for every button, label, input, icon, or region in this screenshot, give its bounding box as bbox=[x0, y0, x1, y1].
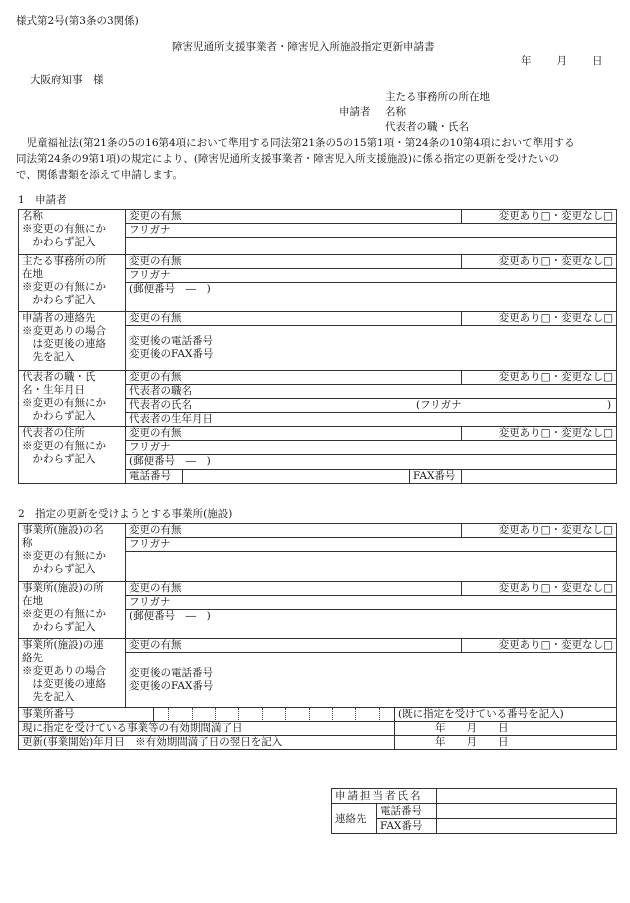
office-number-note: (既に指定を受けている番号を記入) bbox=[395, 708, 617, 722]
rep-title-field[interactable]: 代表者の職名 bbox=[126, 385, 617, 399]
contact-label: 申請者の連絡先 ※変更ありの場合 は変更後の連絡 先を記入 bbox=[19, 312, 126, 371]
date-day: 日 bbox=[592, 55, 603, 67]
section1-heading: 1 申請者 bbox=[18, 194, 67, 206]
office-number-boxes[interactable] bbox=[154, 708, 395, 722]
rep-address-change-options[interactable]: 変更あり□・変更なし□ bbox=[462, 427, 617, 441]
name-field[interactable] bbox=[126, 238, 617, 255]
rep-furigana-close: ) bbox=[607, 399, 612, 411]
rep-address-postal[interactable]: (郵便番号 ― ) bbox=[126, 455, 617, 470]
date-year: 年 bbox=[521, 55, 532, 67]
rep-name-field[interactable]: 代表者の氏名 (フリガナ ) bbox=[126, 399, 617, 413]
facility-location-change-options[interactable]: 変更あり□・変更なし□ bbox=[462, 582, 617, 596]
staff-fax-field[interactable] bbox=[436, 819, 616, 834]
contact-new-numbers[interactable]: 変更後の電話番号 変更後のFAX番号 bbox=[126, 326, 617, 371]
body-text-line-2: 同法第24条の9第1項)の規定により、(障害児通所支援事業者・障害児入所支援施設)に係る指定の更新を受けたいの bbox=[16, 153, 560, 165]
contact-change-label: 変更の有無 bbox=[126, 312, 462, 326]
body-text-line-3: で、関係書類を添えて申請します。 bbox=[16, 169, 183, 181]
renewal-date-field[interactable]: 年 月 日 bbox=[395, 736, 617, 750]
rep-change-label: 変更の有無 bbox=[126, 371, 462, 385]
staff-name-field[interactable] bbox=[436, 789, 616, 804]
rep-change-options[interactable]: 変更あり□・変更なし□ bbox=[462, 371, 617, 385]
staff-table bbox=[331, 788, 617, 834]
name-change-label: 変更の有無 bbox=[126, 210, 462, 224]
applicant-address-label: 主たる事務所の所在地 bbox=[385, 91, 490, 103]
rep-birth-field[interactable]: 代表者の生年月日 bbox=[126, 413, 617, 427]
date-line bbox=[521, 55, 603, 69]
facility-location-change-label: 変更の有無 bbox=[126, 582, 462, 596]
facility-location-field[interactable] bbox=[126, 625, 617, 639]
applicant-name-label: 名称 bbox=[385, 106, 406, 118]
rep-fax-label: FAX番号 bbox=[410, 470, 462, 484]
facility-location-postal[interactable]: (郵便番号 ― ) bbox=[126, 610, 617, 625]
facility-name-furigana[interactable]: フリガナ bbox=[126, 538, 617, 552]
facility-name-label: 事業所(施設)の名 称 ※変更の有無にか かわらず記入 bbox=[19, 524, 126, 582]
office-label: 主たる事務所の所 在地 ※変更の有無にか かわらず記入 bbox=[19, 255, 126, 312]
applicant-label: 申請者 bbox=[339, 106, 371, 118]
rep-address-change-label: 変更の有無 bbox=[126, 427, 462, 441]
section2-heading: 2 指定の更新を受けようとする事業所(施設) bbox=[18, 508, 233, 520]
rep-furigana: (フリガナ bbox=[416, 399, 462, 411]
name-furigana[interactable]: フリガナ bbox=[126, 224, 617, 238]
page-title: 障害児通所支援事業者・障害児入所施設指定更新申請書 bbox=[172, 41, 435, 53]
facility-name-field[interactable] bbox=[126, 552, 617, 582]
body-text-line-1: 児童福祉法(第21条の5の16第4項において準用する同法第21条の5の15第1項・第24条の10第4項において準用する bbox=[16, 137, 575, 149]
office-change-options[interactable]: 変更あり□・変更なし□ bbox=[462, 255, 617, 269]
addressee: 大阪府知事 様 bbox=[30, 74, 104, 86]
applicant-table bbox=[18, 209, 617, 484]
facility-name-change-options[interactable]: 変更あり□・変更なし□ bbox=[462, 524, 617, 538]
facility-contact-label: 事業所(施設)の連 絡先 ※変更ありの場合 は変更後の連絡 先を記入 bbox=[19, 639, 126, 708]
rep-phone-label: 電話番号 bbox=[126, 470, 183, 484]
office-furigana[interactable]: フリガナ bbox=[126, 269, 617, 283]
rep-address-furigana[interactable]: フリガナ bbox=[126, 441, 617, 455]
rep-address-label: 代表者の住所 ※変更の有無にか かわらず記入 bbox=[19, 427, 126, 484]
staff-phone-field[interactable] bbox=[436, 804, 616, 819]
office-number-label: 事業所番号 bbox=[19, 708, 154, 722]
facility-name-change-label: 変更の有無 bbox=[126, 524, 462, 538]
facility-contact-new-numbers[interactable]: 変更後の電話番号 変更後のFAX番号 bbox=[126, 653, 617, 708]
expiry-date-field[interactable]: 年 月 日 bbox=[395, 722, 617, 736]
expiry-label: 現に指定を受けている事業等の有効期間満了日 bbox=[19, 722, 395, 736]
name-change-options[interactable]: 変更あり□・変更なし□ bbox=[462, 210, 617, 224]
facility-table bbox=[18, 523, 617, 750]
facility-location-label: 事業所(施設)の所 在地 ※変更の有無にか かわらず記入 bbox=[19, 582, 126, 639]
facility-location-furigana[interactable]: フリガナ bbox=[126, 596, 617, 610]
rep-fax-field[interactable] bbox=[462, 470, 617, 484]
date-month: 月 bbox=[556, 55, 567, 67]
rep-label: 代表者の職・氏 名・生年月日 ※変更の有無にか かわらず記入 bbox=[19, 371, 126, 427]
office-change-label: 変更の有無 bbox=[126, 255, 462, 269]
facility-contact-change-options[interactable]: 変更あり□・変更なし□ bbox=[462, 639, 617, 653]
name-label: 名称 ※変更の有無にか かわらず記入 bbox=[19, 210, 126, 255]
renewal-label: 更新(事業開始)年月日 ※有効期間満了日の翌日を記入 bbox=[19, 736, 395, 750]
staff-contact-label: 連絡先 bbox=[332, 804, 377, 834]
staff-fax-label: FAX番号 bbox=[376, 819, 436, 834]
facility-contact-change-label: 変更の有無 bbox=[126, 639, 462, 653]
rep-phone-field[interactable] bbox=[183, 470, 410, 484]
form-number: 様式第2号(第3条の3関係) bbox=[16, 15, 139, 27]
staff-phone-label: 電話番号 bbox=[376, 804, 436, 819]
contact-change-options[interactable]: 変更あり□・変更なし□ bbox=[462, 312, 617, 326]
office-postal[interactable]: (郵便番号 ― ) bbox=[126, 283, 617, 298]
staff-name-label: 申請担当者氏名 bbox=[332, 789, 437, 804]
office-address-field[interactable] bbox=[126, 298, 617, 312]
applicant-rep-label: 代表者の職・氏名 bbox=[385, 121, 469, 133]
